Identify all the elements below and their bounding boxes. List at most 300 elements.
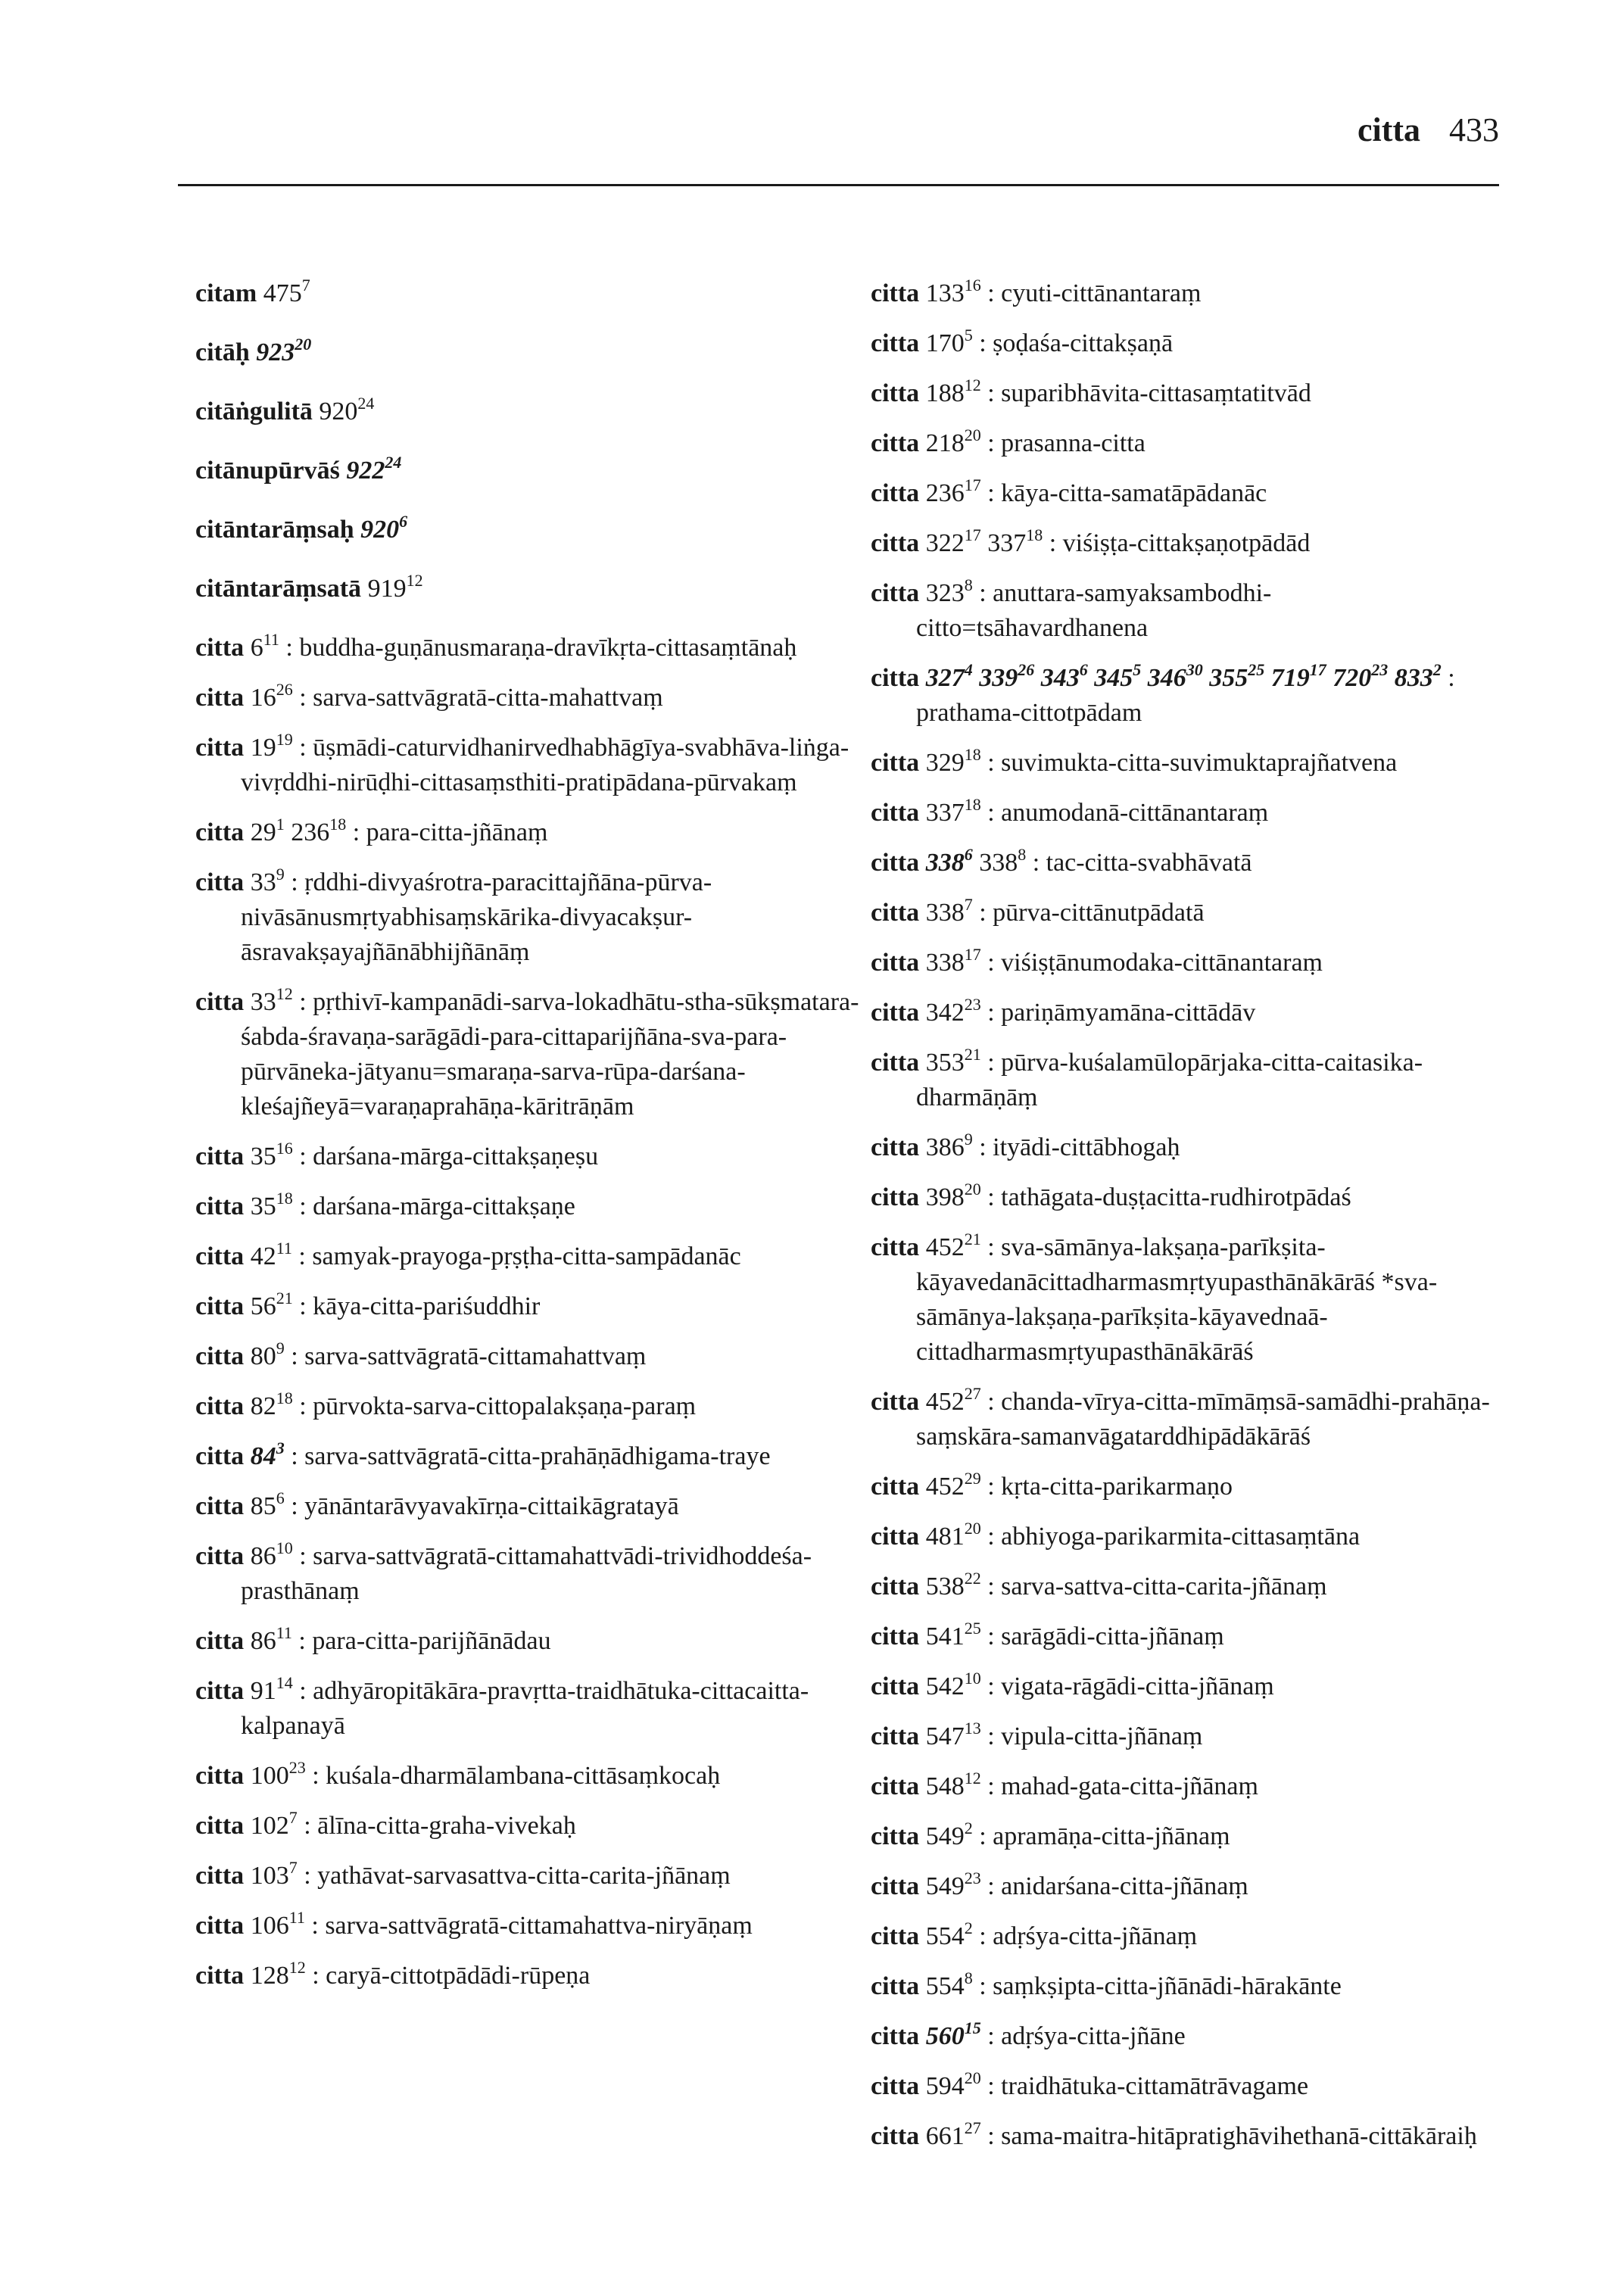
line-number: 18 — [329, 815, 347, 834]
entry-definition: anumodanā-cittānantaraṃ — [1001, 799, 1269, 827]
line-number: 23 — [288, 1758, 306, 1777]
entry-definition: pṛthivī-kampanādi-sarva-lokadhātu-stha-sūkṣmatara-śabda-śravaṇa-sarāgādi-para-cittaparijñāna-sva-para-pūrvāneka-jātyanu=smaraṇa-sarva-rūpa-darśana-kleśajñeyā=varaṇaprahāṇa-kāritrāṇām — [241, 988, 859, 1121]
line-number: 18 — [964, 795, 981, 814]
entry-definition: sarva-sattvāgratā-cittamahattvādi-trividhoddeśa-prasthānaṃ — [241, 1542, 812, 1605]
index-entry: citta $398^{20}$ : tathāgata-duṣṭacitta-rudhirotpādaś — [871, 1180, 1351, 1211]
line-number: 8 — [964, 575, 973, 594]
entry-definition: buddha-guṇānusmaraṇa-dravīkṛta-cittasaṃtānaḥ — [299, 634, 797, 662]
page-reference: $346^{30}$ — [1147, 660, 1203, 692]
index-entry — [195, 394, 862, 429]
line-number: 11 — [276, 1623, 292, 1642]
index-entry: citta $322^{17}$ $337^{18}$ : viśiṣṭa-cittakṣaṇotpādād — [871, 525, 1311, 557]
entry-definition: para-citta-parijñānādau — [312, 1627, 551, 1655]
index-entry: citta $554^2$ : adṛśya-citta-jñānaṃ — [871, 1918, 1198, 1950]
page-reference: $923^{20}$ — [256, 335, 312, 366]
page-reference: $560^{15}$ — [925, 2018, 981, 2050]
entry-headword: citta — [871, 1133, 920, 1161]
entry-definition: mahad-gata-citta-jñānaṃ — [1001, 1772, 1258, 1800]
entry-definition: sva-sāmānya-lakṣaṇa-parīkṣita-kāyavedanācittadharmasmṛtyupasthānākārāś *sva-sāmānya-lakṣaṇa-parīkṣita-kāyavednaā-cittadharmasmṛtyupasthānākārāś — [916, 1233, 1438, 1366]
page-reference: $919^{12}$ — [367, 571, 423, 603]
index-entry: citta $170^5$ : ṣoḍaśa-cittakṣaṇā — [871, 326, 1174, 357]
entry-definition: kāya-citta-samatāpādanāc — [1001, 479, 1267, 507]
entry-headword: citta — [195, 684, 245, 712]
line-number: 7 — [301, 276, 310, 295]
line-number: 2 — [964, 1819, 973, 1837]
page-reference: $133^{16}$ — [925, 276, 981, 307]
index-entry: citta $541^{25}$ : sarāgādi-citta-jñānaṃ — [871, 1619, 1224, 1650]
entry-headword: citta — [871, 1772, 920, 1800]
entry-definition: saṃkṣipta-citta-jñānādi-hārakānte — [993, 1972, 1342, 2000]
entry-definition: viśiṣṭānumodaka-cittānantaraṃ — [1001, 949, 1323, 977]
entry-headword: citta — [871, 1922, 920, 1950]
entry-definition: sarva-sattvāgratā-cittamahattvaṃ — [304, 1342, 647, 1370]
index-entry: citta $337^{18}$ : anumodanā-cittānantaraṃ — [871, 795, 1269, 827]
entry-definition: anidarśana-citta-jñānaṃ — [1001, 1872, 1248, 1900]
line-number: 8 — [964, 1968, 973, 1987]
page-reference: $339^{26}$ — [979, 660, 1035, 692]
page-reference: $338^6$ — [925, 845, 973, 877]
entry-headword: citta — [195, 1677, 245, 1705]
entry-definition: ālīna-citta-graha-vivekaḥ — [317, 1812, 576, 1840]
page-reference: $661^{27}$ — [925, 2118, 981, 2150]
page-reference: $188^{12}$ — [925, 376, 981, 407]
entry-headword: citta — [871, 1822, 920, 1850]
right-column — [871, 276, 1492, 2169]
index-entry: citta $80^9$ : sarva-sattvāgratā-cittamahattvaṃ — [195, 1339, 647, 1370]
line-number: 16 — [964, 276, 981, 295]
entry-definition: ūṣmādi-caturvidhanirvedhabhāgīya-svabhāva-liṅga-vivṛddhi-nirūḍhi-cittasaṃsthiti-pratipādana-pūrvakaṃ — [241, 734, 849, 796]
page-reference: $386^9$ — [925, 1130, 973, 1161]
entry-headword: citta — [871, 849, 920, 877]
line-number: 21 — [964, 1045, 981, 1064]
entry-headword: citta — [871, 1473, 920, 1501]
entry-headword: citta — [871, 1572, 920, 1601]
line-number: 12 — [406, 571, 423, 590]
page-reference: $106^{11}$ — [250, 1908, 305, 1940]
index-entry: citta $16^{26}$ : sarva-sattvāgratā-citta-mahattvaṃ — [195, 680, 663, 712]
page-reference: $541^{25}$ — [925, 1619, 981, 1650]
entry-headword: citānupūrvāś — [195, 457, 340, 485]
line-number: 12 — [288, 1958, 306, 1977]
entry-definition: pūrva-cittānutpādatā — [993, 899, 1205, 927]
line-number: 12 — [964, 1769, 981, 1788]
page-reference: $33^{12}$ — [250, 984, 293, 1016]
entry-headword: citta — [195, 1292, 245, 1320]
line-number: 13 — [964, 1719, 981, 1738]
line-number: 23 — [1371, 660, 1389, 679]
line-number: 7 — [288, 1858, 298, 1877]
page-reference: $719^{17}$ — [1270, 660, 1326, 692]
page-reference: $86^{10}$ — [250, 1538, 293, 1570]
entry-headword: citta — [871, 1049, 920, 1077]
index-entry: citta $29^1$ $236^{18}$ : para-citta-jñānaṃ — [195, 815, 548, 846]
page-reference: $481^{20}$ — [925, 1519, 981, 1551]
entry-headword: citta — [871, 1388, 920, 1416]
line-number: 6 — [399, 512, 408, 531]
index-entry — [195, 572, 862, 606]
page-reference: $337^{18}$ — [987, 525, 1043, 557]
entry-definition: traidhātuka-cittamātrāvagame — [1001, 2072, 1309, 2100]
entry-headword: citta — [195, 1442, 245, 1470]
index-entry: citta $86^{10}$ : sarva-sattvāgratā-cittamahattvādi-trividhoddeśa-prasthānaṃ — [195, 1538, 812, 1605]
line-number: 27 — [964, 1384, 981, 1403]
index-entry: citta $338^{17}$ : viśiṣṭānumodaka-cittānantaraṃ — [871, 945, 1323, 977]
entry-headword: citta — [195, 1142, 245, 1170]
line-number: 20 — [964, 2068, 981, 2087]
line-number: 23 — [964, 1869, 981, 1887]
entry-definition: yānāntarāvyavakīrṇa-cittaikāgratayā — [304, 1492, 679, 1520]
line-number: 26 — [276, 680, 293, 699]
entry-headword: citta — [195, 868, 245, 896]
entry-headword: citta — [871, 1722, 920, 1750]
index-entry: citta $549^2$ : apramāṇa-citta-jñānaṃ — [871, 1819, 1230, 1850]
line-number: 2 — [1432, 660, 1442, 679]
line-number: 21 — [276, 1289, 293, 1308]
entry-headword: citta — [195, 1862, 245, 1890]
line-number: 20 — [964, 425, 981, 444]
page-reference: $345^5$ — [1094, 660, 1142, 692]
index-entry: citta $338^6$ $338^8$ : tac-citta-svabhāvatā — [871, 845, 1252, 877]
line-number: 11 — [276, 1239, 292, 1258]
page-reference: $548^{12}$ — [925, 1769, 981, 1800]
line-number: 16 — [276, 1139, 293, 1158]
page-reference: $35^{18}$ — [250, 1189, 293, 1220]
page-reference: $327^4$ — [925, 660, 973, 692]
entry-definition: suvimukta-citta-suvimuktaprajñatvena — [1001, 749, 1398, 777]
page-reference: $720^{23}$ — [1333, 660, 1389, 692]
page-reference: $338^7$ — [925, 895, 973, 927]
page-reference: $33^9$ — [250, 865, 285, 896]
entry-headword: citta — [871, 479, 920, 507]
entry-definition: chanda-vīrya-citta-mīmāṃsā-samādhi-prahāṇa-saṃskāra-samanvāgatarddhipādākārāś — [916, 1388, 1490, 1451]
page-reference: $100^{23}$ — [250, 1758, 306, 1790]
index-entry: citta $188^{12}$ : suparibhāvita-cittasaṃtatitvād — [871, 376, 1311, 407]
line-number: 20 — [964, 1519, 981, 1538]
entry-headword: citta — [871, 999, 920, 1027]
page-reference: $91^{14}$ — [250, 1673, 293, 1705]
index-entry: citta $452^{21}$ : sva-sāmānya-lakṣaṇa-parīkṣita-kāyavedanācittadharmasmṛtyupasthānākārāś *sva-sāmānya-lakṣaṇa-parīkṣita-kāyavednaā-cittadharmasmṛtyupasthānākārāś — [871, 1230, 1438, 1366]
line-number: 25 — [964, 1619, 981, 1638]
page-reference: $102^7$ — [250, 1808, 298, 1840]
index-entry: citta $386^9$ : ityādi-cittābhogaḥ — [871, 1130, 1180, 1161]
page-reference: $922^{24}$ — [346, 453, 402, 485]
page-reference: $329^{18}$ — [925, 745, 981, 777]
line-number: 2 — [964, 1918, 973, 1937]
entry-headword: citta — [195, 1762, 245, 1790]
line-number: 6 — [964, 845, 973, 864]
index-entry: citta $594^{20}$ : traidhātuka-cittamātrāvagame — [871, 2068, 1309, 2100]
page-reference: $538^{22}$ — [925, 1569, 981, 1601]
entry-headword: citta — [195, 1342, 245, 1370]
entry-headword: citta — [195, 818, 245, 846]
entry-headword: citta — [871, 2122, 920, 2150]
index-entry: citta $85^6$ : yānāntarāvyavakīrṇa-cittaikāgratayā — [195, 1488, 679, 1520]
entry-headword: citta — [871, 329, 920, 357]
entry-headword: citta — [871, 949, 920, 977]
index-entry: citta $236^{17}$ : kāya-citta-samatāpādanāc — [871, 475, 1267, 507]
entry-definition: tac-citta-svabhāvatā — [1046, 849, 1252, 877]
page-reference: $343^6$ — [1040, 660, 1088, 692]
entry-definition: ṣoḍaśa-cittakṣaṇā — [993, 329, 1174, 357]
page-reference: $833^2$ — [1394, 660, 1442, 692]
index-entry: citta $128^{12}$ : caryā-cittotpādādi-rūpeṇa — [195, 1958, 591, 1990]
line-number: 24 — [385, 453, 402, 472]
line-number: 24 — [357, 394, 375, 413]
running-header — [0, 111, 1499, 148]
index-entry: citta $35^{16}$ : darśana-mārga-cittakṣaṇeṣu — [195, 1139, 599, 1170]
line-number: 20 — [295, 335, 312, 354]
index-entry: citta $133^{16}$ : cyuti-cittānantaraṃ — [871, 276, 1202, 307]
entry-headword: citta — [871, 1872, 920, 1900]
entry-definition: adhyāropitākāra-pravṛtta-traidhātuka-cittacaitta-kalpanayā — [241, 1677, 809, 1740]
line-number: 23 — [964, 995, 981, 1014]
line-number: 10 — [964, 1669, 981, 1688]
line-number: 9 — [964, 1130, 973, 1149]
index-entry: citta $33^9$ : ṛddhi-divyaśrotra-paracittajñāna-pūrva-nivāsānusmṛtyabhisaṃskārika-divyacakṣur-āsravakṣayajñānābhijñānāṃ — [195, 865, 712, 966]
line-number: 19 — [276, 730, 293, 749]
entry-headword: citta — [871, 429, 920, 457]
line-number: 22 — [964, 1569, 981, 1588]
entry-headword: citam — [195, 279, 257, 307]
index-entry: citta $481^{20}$ : abhiyoga-parikarmita-cittasaṃtāna — [871, 1519, 1361, 1551]
line-number: 25 — [1248, 660, 1265, 679]
page-reference: $56^{21}$ — [250, 1289, 293, 1320]
page-reference: $337^{18}$ — [925, 795, 981, 827]
page-reference: $236^{17}$ — [925, 475, 981, 507]
index-entry: citta $103^7$ : yathāvat-sarvasattva-citta-carita-jñānaṃ — [195, 1858, 731, 1890]
line-number: 17 — [964, 945, 981, 964]
page-reference: $170^5$ — [925, 326, 973, 357]
index-entry: citta $560^{15}$ : adṛśya-citta-jñāne — [871, 2018, 1186, 2050]
index-entry: citta $452^{27}$ : chanda-vīrya-citta-mīmāṃsā-samādhi-prahāṇa-saṃskāra-samanvāgatarddhipādākārāś — [871, 1384, 1490, 1451]
entry-definition: para-citta-jñānaṃ — [366, 818, 548, 846]
index-entry: citta $547^{13}$ : vipula-citta-jñānaṃ — [871, 1719, 1203, 1750]
line-number: 1 — [276, 815, 285, 834]
index-entry: citta $91^{14}$ : adhyāropitākāra-pravṛtta-traidhātuka-cittacaitta-kalpanayā — [195, 1673, 809, 1740]
page-reference: $398^{20}$ — [925, 1180, 981, 1211]
entry-definition: sarva-sattvāgratā-cittamahattva-niryāṇaṃ — [325, 1912, 753, 1940]
index-entry: citta $327^4$ $339^{26}$ $343^6$ $345^5$ $346^{30}$ $355^{25}$ $719^{17}$ $720^{23}$ $833^2$ : prathama-cittotpādam — [871, 660, 1455, 727]
index-entry: citta $342^{23}$ : pariṇāmyamāna-cittādāv — [871, 995, 1256, 1027]
entry-headword: citta — [871, 529, 920, 557]
line-number: 5 — [964, 326, 973, 344]
line-number: 26 — [1018, 660, 1035, 679]
index-entry: citta $42^{11}$ : samyak-prayoga-pṛṣṭha-citta-sampādanāc — [195, 1239, 741, 1270]
index-entry: citta $33^{12}$ : pṛthivī-kampanādi-sarva-lokadhātu-stha-sūkṣmatara-śabda-śravaṇa-sarāgādi-para-cittaparijñāna-sva-para-pūrvāneka-jātyanu=smaraṇa-sarva-rūpa-darśana-kleśajñeyā=varaṇaprahāṇa-kāritrāṇām — [195, 984, 859, 1121]
page-reference: $452^{27}$ — [925, 1384, 981, 1416]
entry-headword: citta — [871, 749, 920, 777]
line-number: 9 — [276, 865, 285, 884]
line-number: 5 — [1133, 660, 1142, 679]
entry-definition: sarāgādi-citta-jñānaṃ — [1001, 1622, 1224, 1650]
page-reference: $35^{16}$ — [250, 1139, 293, 1170]
page-reference: $236^{18}$ — [291, 815, 347, 846]
page-reference: $84^3$ — [250, 1438, 285, 1470]
index-entry: citta $106^{11}$ : sarva-sattvāgratā-cittamahattva-niryāṇaṃ — [195, 1908, 753, 1940]
page-reference: $82^{18}$ — [250, 1389, 293, 1420]
line-number: 4 — [964, 660, 973, 679]
page-reference: $342^{23}$ — [925, 995, 981, 1027]
entry-definition: anuttara-samyaksambodhi-citto=tsāhavardhanena — [916, 579, 1272, 642]
entry-headword: citta — [871, 664, 920, 692]
page-reference: $475^7$ — [263, 276, 310, 307]
entry-definition: vipula-citta-jñānaṃ — [1001, 1722, 1203, 1750]
index-entry — [195, 276, 862, 311]
entry-definition: caryā-cittotpādādi-rūpeṇa — [326, 1962, 591, 1990]
line-number: 18 — [1026, 525, 1043, 544]
index-entry: citta $19^{19}$ : ūṣmādi-caturvidhanirvedhabhāgīya-svabhāva-liṅga-vivṛddhi-nirūḍhi-cittasaṃsthiti-pratipādana-pūrvakaṃ — [195, 730, 849, 796]
index-entry: citta $452^{29}$ : kṛta-citta-parikarmaṇo — [871, 1469, 1233, 1501]
page-reference: $554^8$ — [925, 1968, 973, 2000]
entry-definition: sarva-sattvāgratā-citta-mahattvaṃ — [313, 684, 663, 712]
entry-definition: darśana-mārga-cittakṣaṇe — [313, 1192, 575, 1220]
line-number: 6 — [276, 1488, 285, 1507]
page-reference: $542^{10}$ — [925, 1669, 981, 1700]
line-number: 7 — [288, 1808, 298, 1827]
page-reference: $353^{21}$ — [925, 1045, 981, 1077]
entry-definition: tathāgata-duṣṭacitta-rudhirotpādaś — [1001, 1183, 1351, 1211]
page-reference: $554^2$ — [925, 1918, 973, 1950]
entry-headword: citta — [871, 899, 920, 927]
line-number: 29 — [964, 1469, 981, 1488]
entry-headword: citta — [871, 2072, 920, 2100]
page-reference: $549^2$ — [925, 1819, 973, 1850]
left-column — [195, 276, 862, 2009]
entry-definition: sarva-sattvāgratā-citta-prahāṇādhigama-traye — [304, 1442, 771, 1470]
page-reference: $85^6$ — [250, 1488, 285, 1520]
index-entry: citta $338^7$ : pūrva-cittānutpādatā — [871, 895, 1205, 927]
index-entry: citta $554^8$ : saṃkṣipta-citta-jñānādi-hārakānte — [871, 1968, 1342, 2000]
entry-headword: citta — [871, 579, 920, 607]
entry-headword: citta — [195, 1242, 245, 1270]
entry-definition: pariṇāmyamāna-cittādāv — [1001, 999, 1256, 1027]
index-entry: citta $661^{27}$ : sama-maitra-hitāpratighāvihethanā-cittākāraiḥ — [871, 2118, 1477, 2150]
entry-headword: citta — [195, 1542, 245, 1570]
line-number: 6 — [1079, 660, 1088, 679]
entry-definition: prasanna-citta — [1001, 429, 1146, 457]
page-reference: $452^{29}$ — [925, 1469, 981, 1501]
page-reference: $6^{11}$ — [250, 630, 279, 662]
entry-headword: citta — [871, 2022, 920, 2050]
index-entry: citta $549^{23}$ : anidarśana-citta-jñānaṃ — [871, 1869, 1248, 1900]
line-number: 11 — [263, 630, 279, 649]
entry-headword: citta — [195, 1962, 245, 1990]
line-number: 30 — [1186, 660, 1203, 679]
header-rule — [178, 184, 1499, 186]
line-number: 14 — [276, 1673, 293, 1692]
line-number: 17 — [1309, 660, 1326, 679]
index-entry: citta $542^{10}$ : vigata-rāgādi-citta-jñānaṃ — [871, 1669, 1274, 1700]
page-reference: $16^{26}$ — [250, 680, 293, 712]
page-reference: $42^{11}$ — [250, 1239, 292, 1270]
entry-headword: citta — [195, 1812, 245, 1840]
index-entry — [195, 454, 862, 488]
entry-headword: citta — [871, 1233, 920, 1261]
entry-definition: viśiṣṭa-cittakṣaṇotpādād — [1062, 529, 1311, 557]
entry-headword: citta — [195, 1392, 245, 1420]
index-entry: citta $82^{18}$ : pūrvokta-sarva-cittopalakṣaṇa-paraṃ — [195, 1389, 697, 1420]
index-entry: citta $100^{23}$ : kuśala-dharmālambana-cittāsaṃkocaḥ — [195, 1758, 721, 1790]
entry-headword: citta — [871, 1523, 920, 1551]
entry-headword: citta — [195, 634, 245, 662]
line-number: 20 — [964, 1180, 981, 1198]
entry-headword: citta — [871, 1622, 920, 1650]
line-number: 18 — [276, 1189, 293, 1208]
index-entry: citta $56^{21}$ : kāya-citta-pariśuddhir — [195, 1289, 541, 1320]
page-reference: $920^{24}$ — [319, 394, 375, 425]
index-entry: citta $538^{22}$ : sarva-sattva-citta-carita-jñānaṃ — [871, 1569, 1327, 1601]
index-entry: citta $102^7$ : ālīna-citta-graha-vivekaḥ — [195, 1808, 576, 1840]
line-number: 17 — [964, 525, 981, 544]
entry-definition: pūrva-kuśalamūlopārjaka-citta-caitasika-dharmāṇāṃ — [916, 1049, 1423, 1111]
entry-headword: citta — [871, 799, 920, 827]
entry-headword: citta — [195, 1912, 245, 1940]
entry-definition: pūrvokta-sarva-cittopalakṣaṇa-paraṃ — [313, 1392, 697, 1420]
entry-headword: citāntarāṃsaḥ — [195, 516, 354, 544]
entry-definition: sarva-sattva-citta-carita-jñānaṃ — [1001, 1572, 1327, 1601]
entry-definition: suparibhāvita-cittasaṃtatitvād — [1001, 379, 1311, 407]
index-entry — [195, 335, 862, 370]
entry-headword: citta — [195, 1627, 245, 1655]
line-number: 11 — [288, 1908, 305, 1927]
entry-headword: citāṅgulitā — [195, 397, 313, 425]
entry-headword: citta — [195, 1492, 245, 1520]
entry-definition: kṛta-citta-parikarmaṇo — [1001, 1473, 1233, 1501]
line-number: 8 — [1018, 845, 1027, 864]
entry-headword: citta — [871, 279, 920, 307]
entry-definition: adṛśya-citta-jñāne — [1001, 2022, 1186, 2050]
line-number: 12 — [964, 376, 981, 394]
page-reference: $103^7$ — [250, 1858, 298, 1890]
index-entry: citta $35^{18}$ : darśana-mārga-cittakṣaṇe — [195, 1189, 575, 1220]
entry-headword: citāḥ — [195, 338, 250, 366]
page-reference: $86^{11}$ — [250, 1623, 292, 1655]
entry-headword: citta — [195, 988, 245, 1016]
index-entry: citta $218^{20}$ : prasanna-citta — [871, 425, 1146, 457]
index-entry: citta $86^{11}$ : para-citta-parijñānādau — [195, 1623, 551, 1655]
index-entry: citta $353^{21}$ : pūrva-kuśalamūlopārjaka-citta-caitasika-dharmāṇāṃ — [871, 1045, 1423, 1111]
entry-definition: samyak-prayoga-pṛṣṭha-citta-sampādanāc — [312, 1242, 741, 1270]
entry-definition: yathāvat-sarvasattva-citta-carita-jñānaṃ — [317, 1862, 731, 1890]
page-reference: $323^8$ — [925, 575, 973, 607]
page-reference: $452^{21}$ — [925, 1230, 981, 1261]
header-headword: citta — [1357, 111, 1420, 148]
entry-definition: adṛśya-citta-jñānaṃ — [993, 1922, 1198, 1950]
line-number: 9 — [276, 1339, 285, 1357]
entry-headword: citta — [195, 1192, 245, 1220]
entry-definition: apramāṇa-citta-jñānaṃ — [993, 1822, 1230, 1850]
page-reference: $549^{23}$ — [925, 1869, 981, 1900]
entry-definition: kuśala-dharmālambana-cittāsaṃkocaḥ — [326, 1762, 721, 1790]
page-reference: $128^{12}$ — [250, 1958, 306, 1990]
entry-headword: citta — [871, 1972, 920, 2000]
page-reference: $355^{25}$ — [1209, 660, 1265, 692]
line-number: 17 — [964, 475, 981, 494]
line-number: 12 — [276, 984, 293, 1003]
entry-definition: ityādi-cittābhogaḥ — [993, 1133, 1180, 1161]
page-reference: $29^1$ — [250, 815, 285, 846]
line-number: 27 — [964, 2118, 981, 2137]
page-reference: $594^{20}$ — [925, 2068, 981, 2100]
index-entry: citta $6^{11}$ : buddha-guṇānusmaraṇa-dravīkṛta-cittasaṃtānaḥ — [195, 630, 797, 662]
entry-headword: citta — [871, 1183, 920, 1211]
index-entry: citta $84^3$ : sarva-sattvāgratā-citta-prahāṇādhigama-traye — [195, 1438, 771, 1470]
line-number: 3 — [276, 1438, 285, 1457]
index-entry — [195, 513, 862, 547]
page-reference: $322^{17}$ — [925, 525, 981, 557]
line-number: 7 — [964, 895, 973, 914]
line-number: 21 — [964, 1230, 981, 1248]
